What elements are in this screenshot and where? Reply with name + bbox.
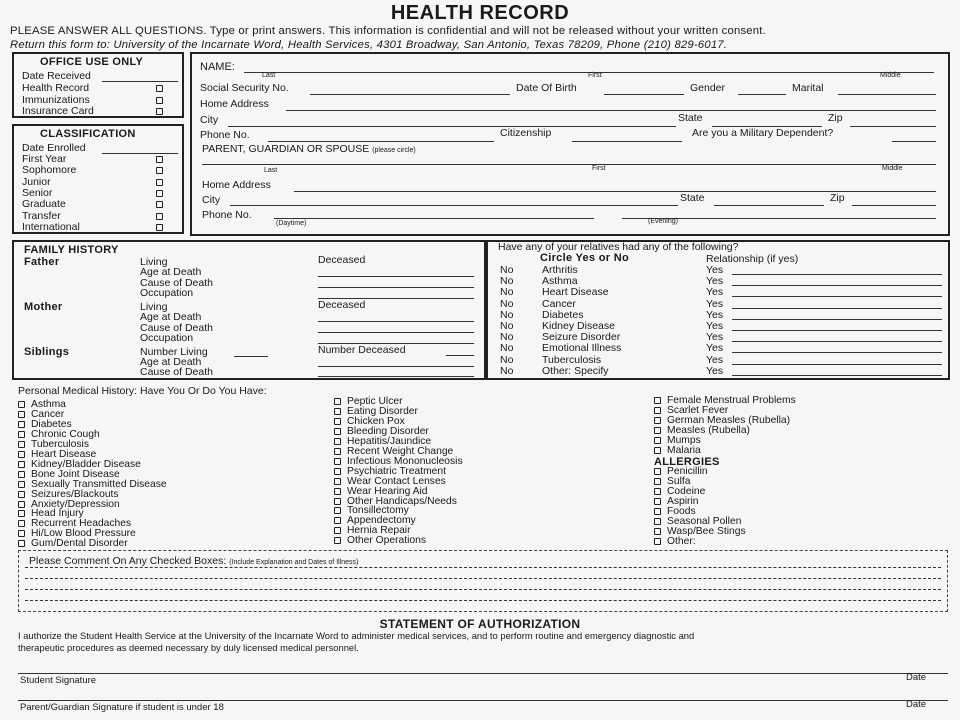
guardian-heading <box>202 143 416 155</box>
guardian-name-field[interactable] <box>202 164 936 165</box>
history-label: Malaria <box>667 444 701 456</box>
comment-line-2[interactable] <box>25 578 941 579</box>
relative-yes-other-specify[interactable]: Yes <box>706 364 724 377</box>
classification-item-senior: Senior <box>22 186 53 199</box>
student-info-box <box>190 52 950 236</box>
guardian-state-field[interactable] <box>714 205 824 206</box>
date-received-field[interactable] <box>102 81 178 82</box>
classification-checkbox-sophomore[interactable] <box>156 167 163 174</box>
history-label: Hernia Repair <box>347 525 411 537</box>
history-checkbox-sexually-transmitted-disease[interactable] <box>18 481 25 488</box>
zip-label: Zip <box>828 112 843 124</box>
history-checkbox-kidney-bladder-disease[interactable] <box>18 461 25 468</box>
history-checkbox-head-injury[interactable] <box>18 510 25 517</box>
history-checkbox-eating-disorder[interactable] <box>334 408 341 415</box>
history-checkbox-mumps[interactable] <box>654 437 661 444</box>
history-label: German Measles (Rubella) <box>667 414 791 426</box>
relative-condition-emotional-illness: Emotional Illness <box>542 342 622 355</box>
history-label: Anxiety/Depression <box>31 498 120 510</box>
evening-caption: (Evening) <box>648 218 678 225</box>
office-checkbox-immunizations[interactable] <box>156 97 163 104</box>
guardian-middle-caption: Middle <box>882 165 903 172</box>
history-checkbox-hernia-repair[interactable] <box>334 527 341 534</box>
city-label: City <box>200 114 219 126</box>
guardian-last-caption: Last <box>264 167 278 174</box>
history-checkbox-measles-rubella[interactable] <box>654 427 661 434</box>
guardian-zip-field[interactable] <box>852 205 936 206</box>
student-signature-field[interactable] <box>18 673 948 674</box>
allergy-checkbox-sulfa[interactable] <box>654 478 661 485</box>
history-checkbox-asthma[interactable] <box>18 401 25 408</box>
relative-condition-kidney-disease: Kidney Disease <box>542 320 615 332</box>
history-label: Wear Hearing Aid <box>347 485 428 497</box>
home-address-field[interactable] <box>286 110 936 111</box>
allergy-checkbox-other[interactable] <box>654 538 661 545</box>
page-title: HEALTH RECORD <box>390 2 570 24</box>
history-label: Diabetes <box>31 418 72 430</box>
siblings-age-label: Age at Death <box>140 356 202 368</box>
family-history-box <box>12 240 486 380</box>
office-item-insurance-card: Insurance Card <box>22 105 94 117</box>
comment-line-1[interactable] <box>25 567 941 568</box>
guardian-signature-label: Parent/Guardian Signature if student is under 18 <box>20 702 224 713</box>
name-first-caption: First <box>588 72 602 79</box>
classification-item-transfer: Transfer <box>22 209 61 222</box>
relationship-heading: Relationship (if yes) <box>706 253 799 265</box>
military-label: Are you a Military Dependent? <box>692 127 834 139</box>
relative-condition-arthritis: Arthritis <box>542 264 578 276</box>
history-label: Recent Weight Change <box>347 445 454 457</box>
history-checkbox-hi-low-blood-pressure[interactable] <box>18 530 25 537</box>
father-cause-field[interactable] <box>318 287 474 288</box>
history-label: Chicken Pox <box>347 415 405 427</box>
classification-item-first-year: First Year <box>22 153 67 165</box>
mother-living-label: Living <box>140 301 168 313</box>
authorization-text <box>18 630 948 654</box>
relative-condition-heart-disease: Heart Disease <box>542 286 609 299</box>
history-label: Seizures/Blackouts <box>31 488 119 500</box>
relative-yes-arthritis[interactable]: Yes <box>706 264 724 276</box>
student-signature-label: Student Signature <box>20 675 97 686</box>
allergy-label: Penicillin <box>667 466 708 477</box>
allergy-label: Codeine <box>667 485 706 497</box>
phone-field[interactable] <box>268 141 494 142</box>
date-received-label: Date Received <box>22 70 91 82</box>
relative-yes-diabetes[interactable]: Yes <box>706 308 724 321</box>
comments-label <box>29 555 358 567</box>
allergy-label: Other: <box>667 535 696 547</box>
relative-relationship-field-heart-disease[interactable] <box>732 296 942 297</box>
relatives-box <box>486 240 950 380</box>
date-enrolled-label: Date Enrolled <box>22 142 86 154</box>
relative-yes-asthma[interactable]: Yes <box>706 275 724 288</box>
siblings-cause-label: Cause of Death <box>140 366 213 378</box>
history-label: Cancer <box>31 408 65 420</box>
classification-item-sophomore: Sophomore <box>22 164 77 177</box>
history-checkbox-tuberculosis[interactable] <box>18 441 25 448</box>
zip-field[interactable] <box>850 126 936 127</box>
circle-yes-no-heading: Circle Yes or No <box>540 252 629 264</box>
classification-checkbox-graduate[interactable] <box>156 201 163 208</box>
history-checkbox-other-handicaps-needs[interactable] <box>334 498 341 505</box>
guardian-zip-label: Zip <box>830 192 845 204</box>
gender-label: Gender <box>690 82 726 94</box>
relative-no-kidney-disease[interactable]: No <box>500 320 514 332</box>
guardian-phone-daytime-field[interactable] <box>274 218 594 219</box>
allergy-checkbox-aspirin[interactable] <box>654 498 661 505</box>
history-checkbox-hepatitis-jaundice[interactable] <box>334 438 341 445</box>
relative-relationship-field-kidney-disease[interactable] <box>732 330 942 331</box>
family-history-heading: FAMILY HISTORY <box>24 244 119 256</box>
guardian-city-field[interactable] <box>230 205 678 206</box>
relative-relationship-field-cancer[interactable] <box>732 308 942 309</box>
number-deceased-label: Number Deceased <box>318 344 406 356</box>
classification-box <box>12 124 184 234</box>
office-use-heading: OFFICE USE ONLY <box>40 56 144 68</box>
ssn-label: Social Security No. <box>200 82 289 94</box>
classification-checkbox-international[interactable] <box>156 224 163 231</box>
history-checkbox-other-operations[interactable] <box>334 537 341 544</box>
dob-field[interactable] <box>604 94 684 95</box>
history-checkbox-female-menstrual-problems[interactable] <box>654 397 661 404</box>
relative-relationship-field-tuberculosis[interactable] <box>732 364 942 365</box>
relative-condition-diabetes: Diabetes <box>542 308 584 321</box>
history-label: Hepatitis/Jaundice <box>347 435 432 447</box>
history-checkbox-chronic-cough[interactable] <box>18 431 25 438</box>
citizenship-label: Citizenship <box>500 127 552 139</box>
number-living-label: Number Living <box>140 346 208 358</box>
daytime-caption: (Daytime) <box>276 220 307 227</box>
guardian-home-address-label: Home Address <box>202 179 271 191</box>
office-item-immunizations: Immunizations <box>22 94 90 106</box>
history-checkbox-anxiety-depression[interactable] <box>18 501 25 508</box>
office-use-box <box>12 52 184 118</box>
history-checkbox-cancer[interactable] <box>18 411 25 418</box>
mother-age-label: Age at Death <box>140 311 202 323</box>
history-checkbox-recurrent-headaches[interactable] <box>18 520 25 527</box>
office-checkbox-insurance-card[interactable] <box>156 108 163 115</box>
classification-item-graduate: Graduate <box>22 198 66 211</box>
relative-yes-tuberculosis[interactable]: Yes <box>706 353 724 366</box>
citizenship-field[interactable] <box>572 141 682 142</box>
father-occupation-label: Occupation <box>140 287 194 299</box>
father-age-field[interactable] <box>318 276 474 277</box>
allergy-checkbox-wasp-bee-stings[interactable] <box>654 528 661 535</box>
father-living-label: Living <box>140 256 168 268</box>
relative-yes-cancer[interactable]: Yes <box>706 297 724 310</box>
student-date-label: Date <box>906 672 927 683</box>
relative-yes-seizure-disorder[interactable]: Yes <box>706 331 724 344</box>
state-label: State <box>678 112 703 124</box>
gender-field[interactable] <box>738 94 786 95</box>
relative-yes-heart-disease[interactable]: Yes <box>706 286 724 299</box>
history-label: Head Injury <box>31 508 84 520</box>
history-label: Hi/Low Blood Pressure <box>31 528 136 540</box>
classification-item-international: International <box>22 220 80 233</box>
classification-checkbox-transfer[interactable] <box>156 213 163 220</box>
relative-no-heart-disease[interactable]: No <box>500 286 514 299</box>
relative-condition-other-specify: Other: Specify <box>542 364 609 377</box>
comments-box <box>18 550 948 612</box>
authorization-line-1: I authorize the Student Health Service at the University of the Incarnate Word to administer medical services, and to perform routine and emergency diagnostic and <box>18 630 695 641</box>
relatives-question: Have any of your relatives had any of the following? <box>498 241 739 253</box>
history-label: Bone Joint Disease <box>31 468 120 480</box>
intro-line-1: PLEASE ANSWER ALL QUESTIONS. Type or print answers. This information is confidential and will not be released without your written consent. <box>10 25 766 37</box>
father-age-label: Age at Death <box>140 266 202 278</box>
history-label: Gum/Dental Disorder <box>31 538 128 550</box>
relative-no-cancer[interactable]: No <box>500 297 514 310</box>
number-deceased-field[interactable] <box>446 355 474 356</box>
intro-text <box>10 24 950 52</box>
guardian-first-caption: First <box>592 165 606 172</box>
comments-note: (Include Explanation and Dates of Illness) <box>229 559 359 566</box>
mother-age-field[interactable] <box>318 321 474 322</box>
history-label: Measles (Rubella) <box>667 424 750 436</box>
history-checkbox-peptic-ulcer[interactable] <box>334 398 341 405</box>
history-checkbox-malaria[interactable] <box>654 447 661 454</box>
history-label: Peptic Ulcer <box>347 396 403 407</box>
relative-no-asthma[interactable]: No <box>500 275 514 288</box>
history-label: Mumps <box>667 434 701 446</box>
date-enrolled-field[interactable] <box>102 153 178 154</box>
history-label: Tuberculosis <box>31 438 89 450</box>
name-last-caption: Last <box>262 72 276 79</box>
marital-label: Marital <box>792 82 824 94</box>
relative-no-diabetes[interactable]: No <box>500 308 514 321</box>
allergy-checkbox-seasonal-pollen[interactable] <box>654 518 661 525</box>
history-label: Eating Disorder <box>347 405 418 417</box>
history-label: Other Handicaps/Needs <box>347 495 457 507</box>
name-middle-caption: Middle <box>880 72 901 79</box>
history-checkbox-diabetes[interactable] <box>18 421 25 428</box>
comments-label-text: Please Comment On Any Checked Boxes: <box>29 555 227 567</box>
classification-checkbox-junior[interactable] <box>156 179 163 186</box>
relative-no-emotional-illness[interactable]: No <box>500 342 514 355</box>
history-checkbox-wear-hearing-aid[interactable] <box>334 488 341 495</box>
history-item-malaria[interactable] <box>654 445 701 456</box>
personal-history-heading: Personal Medical History: Have You Or Do You Have: <box>18 385 267 397</box>
home-address-label: Home Address <box>200 98 269 110</box>
guardian-signature-field[interactable] <box>18 700 948 701</box>
history-checkbox-scarlet-fever[interactable] <box>654 407 661 414</box>
classification-heading: CLASSIFICATION <box>40 128 136 140</box>
relative-relationship-field-emotional-illness[interactable] <box>732 352 942 353</box>
relative-condition-cancer: Cancer <box>542 297 576 310</box>
guardian-heading-text: PARENT, GUARDIAN OR SPOUSE <box>202 143 370 155</box>
allergy-checkbox-codeine[interactable] <box>654 488 661 495</box>
history-label: Chronic Cough <box>31 428 100 440</box>
father-deceased-label: Deceased <box>318 254 366 266</box>
history-item-gum-dental-disorder[interactable] <box>18 538 128 549</box>
history-checkbox-psychiatric-treatment[interactable] <box>334 468 341 475</box>
history-checkbox-recent-weight-change[interactable] <box>334 448 341 455</box>
history-checkbox-appendectomy[interactable] <box>334 517 341 524</box>
history-label: Kidney/Bladder Disease <box>31 458 141 470</box>
allergy-label: Sulfa <box>667 475 691 487</box>
mother-occupation-label: Occupation <box>140 332 194 344</box>
history-label: Heart Disease <box>31 448 97 460</box>
father-label: Father <box>24 256 60 268</box>
allergies-heading: ALLERGIES <box>654 456 720 468</box>
history-label: Infectious Mononucleosis <box>347 455 463 467</box>
siblings-label: Siblings <box>24 346 70 358</box>
military-field[interactable] <box>892 141 936 142</box>
father-cause-label: Cause of Death <box>140 277 213 289</box>
office-checkbox-health-record[interactable] <box>156 85 163 92</box>
comment-line-4[interactable] <box>25 600 941 601</box>
allergy-label: Wasp/Bee Stings <box>667 525 746 537</box>
classification-checkbox-first-year[interactable] <box>156 156 163 163</box>
city-field[interactable] <box>228 126 676 127</box>
history-checkbox-infectious-mononucleosis[interactable] <box>334 458 341 465</box>
relative-no-seizure-disorder[interactable]: No <box>500 331 514 344</box>
mother-cause-field[interactable] <box>318 332 474 333</box>
history-checkbox-german-measles-rubella[interactable] <box>654 417 661 424</box>
history-checkbox-bone-joint-disease[interactable] <box>18 471 25 478</box>
phone-label: Phone No. <box>200 129 250 141</box>
allergy-label: Aspirin <box>667 495 699 507</box>
history-checkbox-chicken-pox[interactable] <box>334 418 341 425</box>
allergy-label: Seasonal Pollen <box>667 515 742 527</box>
marital-field[interactable] <box>838 94 936 95</box>
relative-relationship-field-asthma[interactable] <box>732 285 942 286</box>
allergy-item-other[interactable] <box>654 536 696 547</box>
guardian-state-label: State <box>680 192 705 204</box>
relative-relationship-field-diabetes[interactable] <box>732 319 942 320</box>
history-label: Scarlet Fever <box>667 404 729 416</box>
ssn-field[interactable] <box>310 94 510 95</box>
comment-line-3[interactable] <box>25 589 941 590</box>
intro-line-2: Return this form to: University of the Incarnate Word, Health Services, 4301 Broadway, San Antonio, Texas 78209, Phone (210) 829-6017. <box>10 39 728 51</box>
history-label: Female Menstrual Problems <box>667 395 796 406</box>
classification-item-junior: Junior <box>22 175 51 188</box>
relative-condition-asthma: Asthma <box>542 275 578 288</box>
allergy-checkbox-penicillin[interactable] <box>654 468 661 475</box>
guardian-city-label: City <box>202 194 221 206</box>
relative-condition-tuberculosis: Tuberculosis <box>542 353 602 366</box>
history-label: Appendectomy <box>347 515 416 527</box>
relative-relationship-field-seizure-disorder[interactable] <box>732 341 942 342</box>
guardian-date-label: Date <box>906 699 927 710</box>
history-checkbox-wear-contact-lenses[interactable] <box>334 478 341 485</box>
office-item-health-record: Health Record <box>22 82 90 94</box>
number-living-field[interactable] <box>234 356 268 357</box>
history-label: Asthma <box>31 399 66 410</box>
allergy-checkbox-foods[interactable] <box>654 508 661 515</box>
relative-no-tuberculosis[interactable]: No <box>500 353 514 366</box>
relative-yes-kidney-disease[interactable]: Yes <box>706 320 724 332</box>
relative-relationship-field-other-specify[interactable] <box>732 375 942 376</box>
history-label: Psychiatric Treatment <box>347 465 446 477</box>
history-label: Wear Contact Lenses <box>347 475 446 487</box>
history-label: Bleeding Disorder <box>347 425 429 437</box>
siblings-cause-field[interactable] <box>318 376 474 377</box>
history-label: Recurrent Headaches <box>31 518 132 530</box>
history-checkbox-seizures-blackouts[interactable] <box>18 491 25 498</box>
relative-relationship-field-arthritis[interactable] <box>732 274 942 275</box>
history-item-other-operations[interactable] <box>334 535 426 546</box>
guardian-phone-label: Phone No. <box>202 209 252 221</box>
history-checkbox-bleeding-disorder[interactable] <box>334 428 341 435</box>
authorization-line-2: therapeutic procedures as deemed necessary by duly licensed medical personnel. <box>18 642 359 653</box>
name-label: NAME: <box>200 61 235 73</box>
mother-label: Mother <box>24 301 63 313</box>
relative-no-other-specify[interactable]: No <box>500 364 514 377</box>
relative-condition-seizure-disorder: Seizure Disorder <box>542 331 621 344</box>
relative-no-arthritis[interactable]: No <box>500 264 514 276</box>
history-checkbox-gum-dental-disorder[interactable] <box>18 540 25 547</box>
history-label: Tonsillectomy <box>347 505 409 517</box>
history-label: Other Operations <box>347 535 426 547</box>
classification-checkbox-senior[interactable] <box>156 190 163 197</box>
guardian-circle-note: (please circle) <box>372 147 416 154</box>
history-label: Sexually Transmitted Disease <box>31 478 167 490</box>
history-checkbox-tonsillectomy[interactable] <box>334 507 341 514</box>
mother-cause-label: Cause of Death <box>140 322 213 334</box>
authorization-heading: STATEMENT OF AUTHORIZATION <box>379 617 581 631</box>
mother-deceased-label: Deceased <box>318 299 366 311</box>
allergy-label: Foods <box>667 505 696 517</box>
siblings-age-field[interactable] <box>318 366 474 367</box>
dob-label: Date Of Birth <box>516 82 577 94</box>
relative-yes-emotional-illness[interactable]: Yes <box>706 342 724 355</box>
history-checkbox-heart-disease[interactable] <box>18 451 25 458</box>
